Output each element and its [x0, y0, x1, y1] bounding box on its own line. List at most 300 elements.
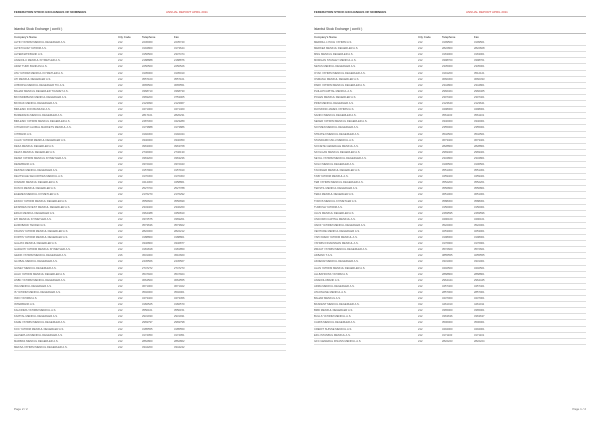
table-cell-company: ALLBATROSS YATIRIM A.S. — [314, 272, 349, 276]
table-cell-city-code: 212 — [418, 95, 423, 99]
table-cell-telephone: 3182525 — [142, 303, 153, 307]
table-cell-city-code: 212 — [418, 266, 423, 270]
table-cell-company: MNG MENKUL DEGERLER A.S. — [314, 53, 354, 57]
table-cell-telephone: 2123640 — [442, 102, 453, 106]
table-cell-company: TERA MENKUL DEGERLER A.S. — [314, 193, 355, 197]
table-cell-city-code: 212 — [418, 144, 423, 148]
table-cell-city-code: 212 — [118, 272, 123, 276]
table-cell-telephone: 2527700 — [142, 187, 153, 191]
table-cell-company: NETAS MENKUL DEGERLER A.S. — [314, 65, 356, 69]
table-cell-fax: 3473456 — [174, 297, 185, 301]
table-cell-city-code: 212 — [418, 217, 423, 221]
table-cell-company: BAYINDIRBANK MENKUL DEGERLER A.S. — [14, 95, 67, 99]
table-cell-fax: 3665551 — [174, 83, 185, 87]
table-cell-city-code: 212 — [118, 223, 123, 227]
table-cell-company: STANDARD UNLU MENKUL A.S. — [314, 138, 355, 142]
table-cell-telephone: 2343400 — [142, 205, 153, 209]
table-cell-fax: 3572601 — [474, 248, 485, 252]
table-cell-company: ING MENKUL DEGERLER A.S. — [14, 284, 52, 288]
table-cell-fax: 3494001 — [474, 327, 485, 331]
table-cell-company: BAHAR MENKUL A.S. — [314, 297, 341, 301]
table-cell-city-code: 212 — [418, 205, 423, 209]
table-cell-company: ETI MENKUL KIYMETLER A.S. — [14, 217, 52, 221]
table-cell-city-code: 212 — [418, 132, 423, 136]
table-cell-company: KAPITAL MENKUL DEGERLER A.S. — [14, 315, 58, 319]
table-cell-fax: 2969401 — [474, 150, 485, 154]
table-cell-city-code: 212 — [418, 254, 423, 258]
section-divider — [14, 33, 286, 34]
table-cell-telephone: 2176270 — [142, 193, 153, 197]
table-cell-fax: 3490101 — [474, 217, 485, 221]
table-cell-city-code: 212 — [118, 187, 123, 191]
table-cell-telephone: 3665500 — [142, 83, 153, 87]
table-cell-city-code: 212 — [118, 126, 123, 130]
table-cell-telephone: 3494000 — [442, 327, 453, 331]
table-cell-telephone: 3855555 — [442, 254, 453, 258]
table-cell-city-code: 212 — [418, 114, 423, 118]
table-cell-telephone: 2123990 — [142, 102, 153, 106]
table-cell-telephone: 3651000 — [442, 193, 453, 197]
table-cell-fax: 2337474 — [174, 53, 185, 57]
table-cell-company: ZIRAAT YATIRIM MENKUL DEGERLER A.S. — [314, 248, 368, 252]
table-cell-company: BIRLESIK YATIRIM MENKUL DEGERLER A.S. — [14, 120, 71, 124]
table-cell-city-code: 212 — [418, 169, 423, 173]
table-cell-telephone: 3664500 — [142, 278, 153, 282]
table-cell-city-code: 212 — [418, 290, 423, 294]
table-cell-fax: 2307401 — [474, 95, 485, 99]
table-cell-city-code: 212 — [118, 242, 123, 246]
table-cell-fax: 2868801 — [474, 272, 485, 276]
table-cell-fax: 3157910 — [174, 169, 185, 173]
table-cell-city-code: 212 — [118, 156, 123, 160]
table-cell-fax: 3171101 — [474, 333, 485, 337]
table-cell-company: CAMIS MENKUL DEGERLER A.S. — [314, 321, 356, 325]
table-cell-telephone: 3547920 — [142, 272, 153, 276]
table-cell-fax: 2250526 — [174, 65, 185, 69]
table-cell-fax: 3551301 — [474, 169, 485, 173]
table-cell-company: BAYRAK MENKUL DEGERLER A.S. — [14, 102, 58, 106]
table-cell-telephone: 3174050 — [142, 333, 153, 337]
table-cell-telephone: 3176900 — [442, 242, 453, 246]
table-cell-fax: 2822212 — [174, 230, 185, 233]
table-cell-telephone: 3556800 — [442, 187, 453, 191]
table-cell-fax: 3437001 — [474, 297, 485, 301]
table-cell-company: TAIB YATIRIM MENKUL A.S. — [314, 175, 349, 179]
table-cell-company: SOCIETE GENERALE MENKUL A.S. — [314, 144, 359, 148]
table-cell-telephone: 3498000 — [442, 108, 453, 112]
table-cell-city-code: 212 — [118, 53, 123, 57]
table-cell-city-code: 212 — [418, 175, 423, 179]
table-cell-telephone: 3171100 — [442, 333, 453, 337]
table-cell-company: GARANTI YATIRIM MENKUL KIYMETLER A.S. — [14, 248, 71, 252]
column-header-fax: Fax — [174, 35, 179, 39]
table-cell-company: HALK YATIRIM MENKUL DEGERLER A.S. — [14, 272, 66, 276]
table-cell-city-code: 212 — [118, 102, 123, 106]
table-cell-city-code: 212 — [418, 138, 423, 142]
table-cell-telephone: 2188888 — [142, 59, 153, 63]
table-cell-city-code: 212 — [118, 199, 123, 203]
table-cell-telephone: 3437000 — [442, 297, 453, 301]
table-cell-city-code: 212 — [418, 309, 423, 313]
table-cell-fax: 2828801 — [474, 144, 485, 148]
table-cell-city-code: 212 — [118, 333, 123, 337]
table-cell-telephone: 2969797 — [142, 321, 153, 325]
table-cell-company: YAPI KREDI YATIRIM MENKUL A.S. — [314, 236, 358, 240]
right-page — [300, 0, 600, 424]
table-cell-fax: 3372043 — [174, 162, 185, 166]
table-cell-fax: 3459401 — [474, 175, 485, 179]
table-cell-fax: 3552201 — [474, 181, 485, 185]
table-cell-telephone: 3331000 — [442, 260, 453, 264]
table-cell-company: VAKIF YATIRIM MENKUL DEGERLER A.S. — [314, 223, 366, 227]
table-cell-company: INTERBANK A.S. — [14, 303, 36, 307]
organization-title: FEDERATION STOCK EXCHANGES OF NOMINEES — [314, 10, 387, 14]
table-cell-fax: 3199501 — [474, 41, 485, 45]
table-cell-company: EGEMEN MENKUL KIYMETLER A.S. — [14, 193, 60, 197]
table-cell-city-code: 212 — [118, 266, 123, 270]
page-number: Page 2 / 2 — [14, 407, 28, 411]
table-cell-telephone: 2862800 — [142, 339, 153, 343]
table-cell-fax: 4510660 — [174, 254, 185, 258]
table-row — [314, 339, 586, 345]
table-cell-company: TURKISH YATIRIM A.S. — [314, 205, 343, 209]
table-cell-fax: 3369201 — [174, 217, 185, 221]
table-cell-telephone: 3363636 — [442, 315, 453, 319]
table-cell-city-code: 212 — [418, 211, 423, 215]
table-cell-telephone: 3542500 — [442, 132, 453, 136]
table-cell-telephone: 3572600 — [442, 248, 453, 252]
table-cell-telephone: 2355000 — [442, 126, 453, 130]
table-cell-fax: 3173886 — [174, 126, 185, 130]
table-cell-company: INFO YATIRIM A.S. — [14, 297, 38, 301]
table-cell-company: PARK YATIRIM MENKUL DEGERLER A.S. — [314, 83, 366, 87]
table-cell-telephone: 3363200 — [142, 156, 153, 160]
table-cell-telephone: 3372575 — [142, 217, 153, 221]
table-cell-telephone: 2964444 — [442, 278, 453, 282]
table-cell-company: VENTURE MENKUL DEGERLER A.S. — [314, 230, 360, 233]
table-cell-company: ERGO MENKUL DEGERLER A.S. — [14, 211, 55, 215]
table-cell-telephone: 3192300 — [142, 132, 153, 136]
table-cell-company: TEKSTIL MENKUL DEGERLER A.S. — [314, 187, 358, 191]
table-cell-telephone: 3660300 — [442, 77, 453, 81]
table-cell-company: ATA YATIRIM MENKUL KIYMETLER A.S. — [14, 71, 64, 75]
table-cell-company: KARE YATIRIM MENKUL DEGERLER A.S. — [14, 321, 66, 325]
table-cell-city-code: 212 — [418, 242, 423, 246]
table-cell-company: UNICORN CAPITAL MENKUL A.S. — [314, 217, 356, 221]
table-cell-fax: 2822828 — [474, 47, 485, 51]
table-cell-fax: 2527788 — [174, 187, 185, 191]
table-cell-telephone: 3365000 — [442, 309, 453, 313]
report-title: ANNUAL REPORT APRIL 2011 — [466, 10, 508, 14]
table-cell-telephone: 3551300 — [442, 169, 453, 173]
table-cell-fax: 2445567 — [174, 260, 185, 264]
table-cell-company: IS YATIRIM MENKUL DEGERLER A.S. — [14, 290, 61, 294]
table-cell-telephone: 3459400 — [442, 175, 453, 179]
table-cell-company: HSBC YATIRIM MENKUL DEGERLER A.S. — [14, 278, 66, 282]
table-cell-city-code: 212 — [118, 278, 123, 282]
table-cell-city-code: 212 — [418, 126, 423, 130]
table-cell-fax: 2335001 — [474, 65, 485, 69]
table-cell-city-code: 212 — [118, 65, 123, 69]
table-cell-company: SANKO MENKUL DEGERLER A.S. — [314, 114, 357, 118]
table-cell-telephone: 2822223 — [442, 339, 453, 343]
table-cell-city-code: 212 — [118, 205, 123, 209]
table-cell-telephone: 2931930 — [142, 315, 153, 319]
column-header-city-code: City Code — [418, 35, 431, 39]
section-title: Istanbul Stock Exchange ( cont'd ) — [314, 27, 363, 31]
table-cell-company: ARMA MENKUL DEGERLER A.S. — [314, 284, 355, 288]
table-cell-city-code: 212 — [418, 65, 423, 69]
table-cell-telephone: 3368710 — [142, 89, 153, 93]
table-cell-telephone: 3561100 — [442, 114, 453, 118]
table-cell-fax: 3573602 — [174, 223, 185, 227]
table-cell-telephone: 4531000 — [142, 254, 153, 258]
table-cell-company: EFG ISTANBUL MENKUL A.S. — [314, 333, 351, 337]
table-cell-company: MERRILL LYNCH YATIRIM A.S. — [314, 41, 353, 45]
table-cell-fax: 3458861 — [174, 181, 185, 185]
table-cell-telephone: 2344800 — [442, 83, 453, 87]
table-cell-telephone: 2969400 — [442, 150, 453, 154]
table-cell-telephone: 3671000 — [142, 284, 153, 288]
table-cell-city-code: 212 — [118, 175, 123, 179]
table-cell-telephone: 3471000 — [142, 108, 153, 112]
table-cell-fax: 3173644 — [174, 47, 185, 51]
table-cell-city-code: 212 — [118, 181, 123, 185]
table-cell-fax: 3522001 — [474, 223, 485, 227]
table-cell-city-code: 212 — [418, 187, 423, 191]
table-cell-city-code: 212 — [418, 230, 423, 233]
table-cell-telephone: 3194800 — [142, 47, 153, 51]
table-cell-company: EKSPRES INVEST MENKUL DEGERLER A.S. — [14, 205, 71, 209]
table-cell-telephone: 2822000 — [142, 230, 153, 233]
members-table-left — [14, 35, 286, 351]
table-cell-telephone: 2868800 — [442, 272, 453, 276]
table-cell-telephone: 3414300 — [142, 181, 153, 185]
table-cell-telephone: 3506000 — [442, 321, 453, 325]
table-cell-telephone: 2746000 — [142, 150, 153, 154]
table-cell-telephone: 3170300 — [142, 175, 153, 179]
table-cell-telephone: 2487300 — [142, 120, 153, 124]
table-cell-fax: 2747273 — [174, 266, 185, 270]
table-cell-company: MEKSA YATIRIM MENKUL DEGERLER A.S. — [14, 345, 68, 349]
table-cell-telephone: 2335000 — [442, 65, 453, 69]
table-cell-city-code: 212 — [418, 120, 423, 124]
table-cell-fax: 3340050 — [174, 138, 185, 142]
table-cell-city-code: 212 — [418, 278, 423, 282]
table-cell-city-code: 212 — [118, 132, 123, 136]
table-cell-company: SEKER YATIRIM MENKUL DEGERLER A.S. — [314, 120, 368, 124]
table-cell-company: AYBORSA MENKUL DEGERLER TIC.A.S. — [14, 83, 65, 87]
table-cell-city-code: 212 — [418, 77, 423, 81]
section-divider — [314, 33, 586, 34]
table-cell-telephone: 3402500 — [442, 266, 453, 270]
table-cell-fax: 3542501 — [474, 132, 485, 136]
table-cell-company: RAYMOND JAMES YATIRIM A.S. — [314, 108, 355, 112]
table-cell-telephone: 3199500 — [442, 41, 453, 45]
table-cell-fax: 3398701 — [474, 59, 485, 63]
table-cell-company: EKINCI YATIRIM MENKUL DEGERLER A.S. — [14, 199, 68, 203]
table-cell-fax: 2746130 — [174, 150, 185, 154]
table-cell-fax: 3660333 — [474, 77, 485, 81]
table-cell-company: SAYILGAN MENKUL DEGERLER A.S. — [314, 150, 361, 154]
header-divider — [314, 16, 586, 17]
table-cell-telephone: 3185555 — [142, 327, 153, 331]
table-cell-company: ALTINYILDIZ YATIRIM A.S. — [14, 47, 47, 51]
table-cell-company: ANADOLUBANK A.S. — [314, 278, 340, 282]
table-cell-company: ALAN YATIRIM MENKUL DEGERLER A.S. — [314, 266, 366, 270]
table-cell-fax: 3506001 — [474, 321, 485, 325]
table-cell-fax: 3150001 — [474, 205, 485, 209]
column-header-city-code: City Code — [118, 35, 131, 39]
table-cell-fax: 2964445 — [474, 278, 485, 282]
table-cell-fax: 4461011 — [474, 303, 485, 307]
column-header-company: Company's Name — [14, 35, 37, 39]
table-cell-company: POLEN MENKUL DEGERLER A.S. — [314, 95, 357, 99]
table-cell-fax: 2188876 — [174, 59, 185, 63]
table-cell-company: MORGAN STANLEY MENKUL A.S. — [314, 59, 357, 63]
table-cell-fax: 2123641 — [474, 102, 485, 106]
table-cell-city-code: 212 — [118, 150, 123, 154]
table-cell-city-code: 212 — [418, 162, 423, 166]
report-title: ANNUAL REPORT APRIL 2011 — [166, 10, 208, 14]
table-cell-fax: 3561101 — [474, 114, 485, 118]
table-cell-city-code: 212 — [418, 199, 423, 203]
table-cell-fax: 3170303 — [174, 175, 185, 179]
table-cell-fax: 3185550 — [174, 327, 185, 331]
table-cell-city-code: 212 — [418, 260, 423, 264]
table-cell-company: BMD MENKUL DEGERLER A.S. — [314, 309, 354, 313]
table-cell-company: ULUS MENKUL DEGERLER A.S. — [314, 211, 355, 215]
table-cell-city-code: 212 — [118, 230, 123, 233]
table-cell-city-code: 212 — [118, 284, 123, 288]
table-cell-fax: 3423289 — [174, 120, 185, 124]
table-cell-fax: 3498001 — [474, 108, 485, 112]
table-cell-telephone: 2966464 — [442, 89, 453, 93]
table-cell-fax: 3188801 — [174, 236, 185, 240]
table-cell-fax: 3106501 — [474, 162, 485, 166]
table-cell-company: YATIRIM FINANSMAN MENKUL A.S. — [314, 242, 359, 246]
table-cell-company: CREDIT SUISSE MENKUL A.S. — [314, 327, 353, 331]
table-cell-company: DINAMIK MENKUL DEGERLER A.S. — [14, 181, 59, 185]
table-cell-city-code: 212 — [118, 120, 123, 124]
table-cell-fax: 3253001 — [474, 230, 485, 233]
header-divider — [14, 16, 286, 17]
table-cell-fax: 3550151 — [174, 309, 185, 313]
table-cell-telephone: 3556600 — [142, 199, 153, 203]
table-cell-city-code: 212 — [118, 47, 123, 51]
table-cell-company: ATI MENKUL DEGERLER A.S. — [14, 77, 52, 81]
table-cell-city-code: 212 — [118, 41, 123, 45]
table-cell-company: DEUTSCHE SECURITIES MENKUL A.S. — [14, 175, 64, 179]
table-cell-city-code: 212 — [118, 339, 123, 343]
table-cell-company: GEDIK YATIRIM MENKUL DEGERLER A.S. — [14, 254, 67, 258]
table-cell-city-code: 212 — [118, 236, 123, 240]
table-cell-telephone: 3673400 — [442, 138, 453, 142]
table-cell-company: LEASEPLAN MENKUL DEGERLER A.S. — [14, 333, 63, 337]
organization-title: FEDERATION STOCK EXCHANGES OF NOMINEES — [14, 10, 87, 14]
table-cell-company: AKBANK T.A.S. — [314, 254, 333, 258]
table-cell-company: BIRLESIK FON BANKASI A.S. — [14, 108, 51, 112]
table-cell-fax: 3651001 — [474, 193, 485, 197]
table-cell-telephone: 3588300 — [442, 199, 453, 203]
section-title: Istanbul Stock Exchange ( cont'd ) — [14, 27, 63, 31]
table-cell-city-code: 212 — [418, 284, 423, 288]
table-cell-telephone: 2817101 — [142, 114, 153, 118]
table-cell-city-code: 212 — [418, 315, 423, 319]
table-cell-fax: 3753005 — [174, 95, 185, 99]
table-cell-city-code: 212 — [418, 181, 423, 185]
table-cell-fax: 2862862 — [174, 339, 185, 343]
members-table-right — [314, 35, 586, 345]
table-cell-fax: 2469596 — [474, 211, 485, 215]
table-cell-city-code: 212 — [418, 102, 423, 106]
table-cell-telephone: 4461010 — [442, 303, 453, 307]
table-cell-city-code: 212 — [418, 41, 423, 45]
table-cell-fax: 3346877 — [174, 242, 185, 246]
table-cell-telephone: 3198000 — [442, 236, 453, 240]
table-cell-city-code: 312 — [418, 303, 423, 307]
table-cell-company: TEB YATIRIM MENKUL DEGERLER A.S. — [314, 181, 364, 185]
table-cell-company: GALATA MENKUL DEGERLER A.S. — [14, 242, 58, 246]
table-cell-city-code: 212 — [418, 193, 423, 197]
table-cell-fax: 2176292 — [174, 193, 185, 197]
table-cell-city-code: 212 — [418, 333, 423, 337]
table-cell-city-code: 212 — [118, 169, 123, 173]
table-cell-company: ATAONLINE MENKUL A.S. — [314, 290, 347, 294]
table-cell-city-code: 212 — [418, 89, 423, 93]
table-cell-fax: 3671022 — [174, 284, 185, 288]
table-cell-telephone: 3188800 — [142, 236, 153, 240]
table-cell-company: ALTIN YATIRIM MENKUL DEGERLER A.S. — [14, 41, 66, 45]
table-cell-fax: 2123967 — [174, 102, 185, 106]
table-cell-city-code: 212 — [118, 327, 123, 331]
table-cell-telephone: 3346800 — [142, 242, 153, 246]
table-cell-telephone: 2307400 — [442, 95, 453, 99]
table-cell-fax: 3547924 — [174, 272, 185, 276]
table-cell-telephone: 3163000 — [442, 53, 453, 57]
table-cell-fax: 2235740 — [174, 41, 185, 45]
table-cell-company: DESTEK MENKUL DEGERLER A.S. — [14, 169, 58, 173]
table-cell-company: TOROS MENKUL KIYMETLER A.S. — [314, 199, 358, 203]
table-cell-city-code: 212 — [118, 309, 123, 313]
table-cell-telephone: 2236060 — [142, 41, 153, 45]
table-cell-company: GUNEY MENKUL DEGERLER A.S. — [14, 266, 57, 270]
table-cell-company: SOLO MENKUL DEGERLER A.S. — [314, 162, 355, 166]
table-cell-telephone: 3106500 — [442, 162, 453, 166]
table-cell-fax: 3457401 — [474, 284, 485, 288]
table-cell-fax: 2857001 — [474, 290, 485, 294]
table-cell-fax: 2355001 — [474, 126, 485, 130]
table-cell-telephone: 3473400 — [142, 297, 153, 301]
table-cell-fax: 3556801 — [474, 187, 485, 191]
table-cell-fax: 2344801 — [474, 83, 485, 87]
table-cell-fax: 3181850 — [174, 248, 185, 252]
table-cell-city-code: 212 — [418, 59, 423, 63]
table-cell-telephone: 2445566 — [142, 260, 153, 264]
table-cell-telephone: 2334800 — [442, 156, 453, 160]
table-cell-fax: 3363236 — [174, 156, 185, 160]
table-cell-telephone: 2250500 — [142, 65, 153, 69]
table-cell-telephone: 3963000 — [142, 144, 153, 148]
table-cell-fax: 3331001 — [474, 260, 485, 264]
table-cell-company: KALKINMA YATIRIM MENKUL A.S. — [14, 309, 57, 313]
table-cell-city-code: 212 — [418, 321, 423, 325]
table-cell-company: ANADOLU MENKUL KIYMETLER A.S. — [14, 59, 61, 63]
table-cell-fax: 3192344 — [174, 132, 185, 136]
table-cell-fax: 3363637 — [474, 315, 485, 319]
table-cell-telephone: 3457400 — [442, 284, 453, 288]
table-cell-city-code: 212 — [118, 345, 123, 349]
